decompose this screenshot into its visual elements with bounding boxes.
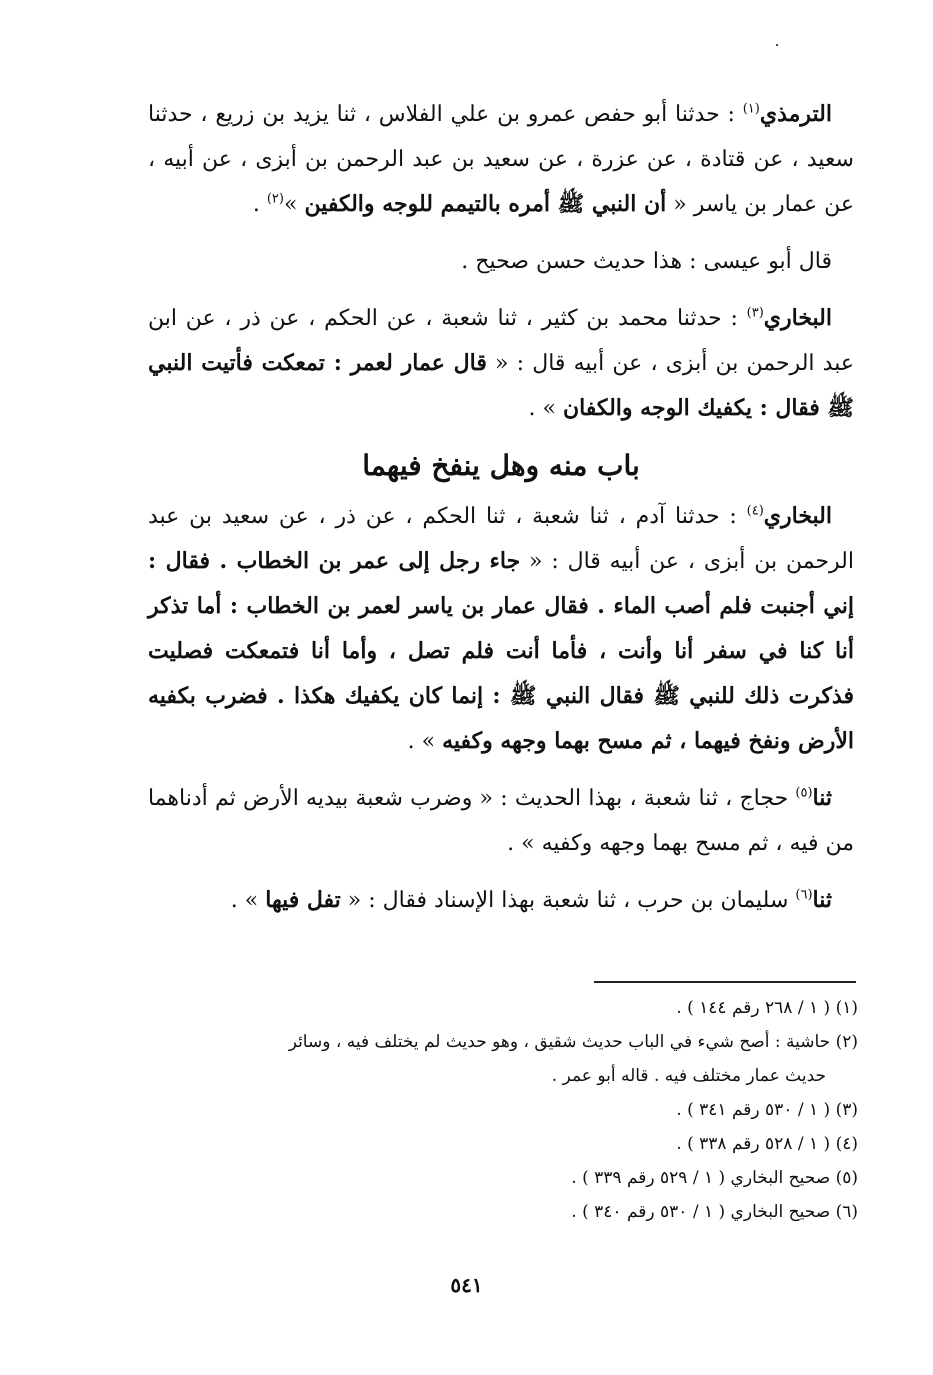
narrator-name: البخاري (763, 503, 832, 529)
footnote-4 (140, 1127, 858, 1161)
footnote-divider (594, 981, 856, 983)
footnote-text: صحيح البخاري ( ١ / ٥٣٠ رقم ٣٤٠ ) . (571, 1202, 836, 1222)
paragraph-tirmidhi (148, 92, 854, 227)
footnote-number: (٢) (835, 1032, 858, 1052)
narrator-name: ثنا (812, 887, 832, 913)
footnote-1 (140, 991, 858, 1025)
footnote-ref: (٥) (795, 785, 813, 801)
footnote-text: ( ١ / ٥٣٠ رقم ٣٤١ ) . (676, 1100, 836, 1120)
footnote-ref: (٤) (746, 503, 764, 519)
hadith-text: قال عمار لعمر : تمعكت فأتيت النبي ﷺ فقال : يكفيك الوجه والكفان (148, 350, 854, 421)
text: » . (230, 888, 266, 913)
text: » . (407, 729, 443, 754)
narrator-name: ثنا (812, 785, 832, 811)
footnote-5 (140, 1161, 858, 1195)
text: : حدثنا أبو حفص عمرو بن علي الفلاس ، ثنا يزيد بن زريع ، حدثنا سعيد ، عن قتادة ، عن عزرة ، عن سعيد بن عبد الرحمن بن أبزى ، عن أبيه ، عن عمار بن ياسر « (148, 102, 854, 217)
narrator-name: البخاري (763, 305, 832, 331)
text: : حدثنا آدم ، ثنا شعبة ، ثنا الحكم ، عن ذر ، عن سعيد بن عبد الرحمن بن أبزى ، عن أبيه قال : « (148, 504, 854, 574)
footnote-number: (٣) (835, 1100, 858, 1120)
footnote-text: ( ١ / ٢٦٨ رقم ١٤٤ ) . (676, 998, 836, 1018)
footnote-6 (140, 1195, 858, 1229)
footnote-text: صحيح البخاري ( ١ / ٥٢٩ رقم ٣٣٩ ) . (571, 1168, 836, 1188)
scan-mark (776, 44, 778, 46)
footnote-2 (140, 1025, 858, 1093)
paragraph-abu-isa (148, 239, 854, 284)
paragraph-bukhari-1 (148, 296, 854, 431)
paragraph-hajjaj (148, 776, 854, 866)
footnote-ref: (٦) (795, 887, 813, 903)
footnote-number: (٥) (835, 1168, 858, 1188)
footnote-text: ( ١ / ٥٢٨ رقم ٣٣٨ ) . (676, 1134, 836, 1154)
chapter-heading: باب منه وهل ينفخ فيهما (362, 449, 640, 482)
footnote-ref: (٣) (746, 305, 764, 321)
text: قال أبو عيسى : هذا حديث حسن صحيح . (461, 249, 832, 274)
footnote-number: (١) (835, 998, 858, 1018)
footnotes (140, 991, 858, 1229)
footnote-ref: (١) (742, 101, 760, 117)
hadith-text: جاء رجل إلى عمر بن الخطاب . فقال : إني أجنبت فلم أصب الماء . فقال عمار بن ياسر لعمر بن الخطاب : أما تذكر أنا كنا في سفر أنا وأنت ، فأما أنت فلم تصل ، وأما أنا فتمعكت فصليت فذكرت ذلك للنبي ﷺ فقال النبي ﷺ : إنما كان يكفيك هكذا . فضرب بكفيه الأرض ونفخ فيهما ، ثم مسح بهما وجهه وكفيه (148, 548, 854, 754)
text: . (252, 192, 267, 217)
footnote-text: حاشية : أصح شيء في الباب حديث شقيق ، وهو حديث لم يختلف فيه ، وسائر (288, 1032, 836, 1052)
footnote-number: (٤) (835, 1134, 858, 1154)
text: : حدثنا محمد بن كثير ، ثنا شعبة ، عن الحكم ، عن ذر ، عن ابن عبد الرحمن بن أبزى ، عن أبيه قال : « (148, 306, 854, 376)
paragraph-bukhari-2 (148, 494, 854, 764)
page-number: ٥٤١ (450, 1273, 483, 1297)
footnote-ref: (٢) (266, 191, 284, 207)
text: حجاج ، ثنا شعبة ، بهذا الحديث : « وضرب شعبة بيديه الأرض ثم أدناهما من فيه ، ثم مسح بهما وجهه وكفيه » . (148, 786, 854, 856)
main-text (148, 92, 854, 935)
hadith-text: أن النبي ﷺ أمره بالتيمم للوجه والكفين (304, 191, 667, 217)
paragraph-sulayman (148, 878, 854, 923)
text: » . (528, 396, 563, 421)
footnote-number: (٦) (835, 1202, 858, 1222)
hadith-text: تفل فيها (265, 887, 341, 913)
text: » (283, 192, 305, 217)
footnote-continuation: حديث عمار مختلف فيه . قاله أبو عمر . (551, 1066, 826, 1086)
narrator-name: الترمذي (759, 101, 832, 127)
footnote-3 (140, 1093, 858, 1127)
text: سليمان بن حرب ، ثنا شعبة بهذا الإسناد فقال : « (340, 888, 796, 913)
